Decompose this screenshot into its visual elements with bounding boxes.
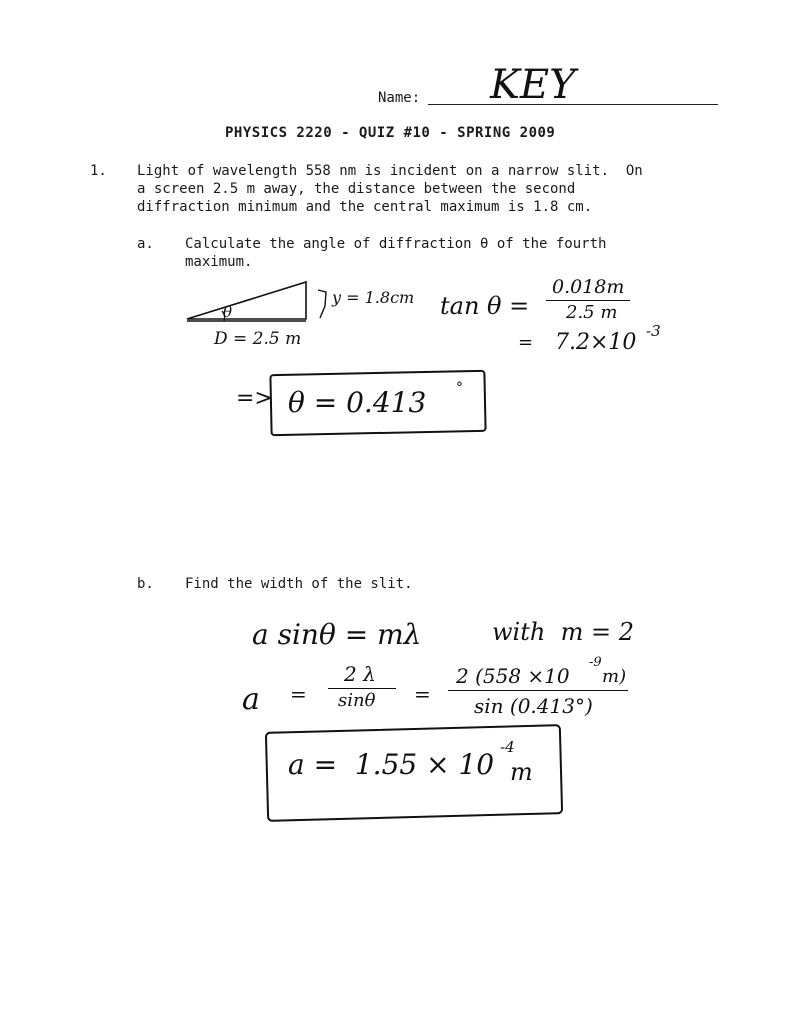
name-label: Name: (378, 90, 421, 106)
part-a-label: a. (137, 236, 154, 252)
part-b-label: b. (137, 576, 154, 592)
fraction-2-bar (448, 690, 628, 691)
equation-1-note: with m = 2 (492, 618, 634, 646)
a-lhs: a (242, 682, 260, 717)
name-value: KEY (490, 62, 576, 108)
part-a-line-1: Calculate the angle of diffraction θ of the fourth (185, 236, 607, 252)
tan-exponent: -3 (646, 322, 661, 340)
triangle-shape (187, 282, 306, 321)
answer-b-exponent: -4 (500, 738, 515, 756)
answer-b-unit: m (510, 758, 533, 786)
equals-2: = (414, 682, 431, 706)
part-b-text: Find the width of the slit. (185, 576, 413, 592)
problem-number: 1. (90, 163, 107, 179)
problem-line-1: Light of wavelength 558 nm is incident on a narrow slit. On (137, 163, 643, 179)
problem-line-2: a screen 2.5 m away, the distance between the second (137, 181, 576, 197)
tan-fraction-bar (546, 300, 630, 301)
fraction-2-numerator: 2 (558 ×10 (456, 664, 570, 688)
fraction-2-tail: m) (602, 666, 627, 687)
fraction-1-numerator: 2 λ (344, 662, 376, 686)
fraction-1-bar (328, 688, 396, 689)
tan-lhs: tan θ = (440, 292, 530, 320)
fraction-1-denominator: sinθ (338, 690, 376, 711)
tan-equals: = (518, 332, 534, 353)
implies-arrow: => (236, 386, 273, 411)
tan-numerator: 0.018m (552, 276, 625, 298)
problem-line-3: diffraction minimum and the central maximum is 1.8 cm. (137, 199, 593, 215)
d-label: D = 2.5 m (214, 329, 302, 349)
fraction-2-denominator: sin (0.413°) (474, 694, 593, 718)
tan-denominator: 2.5 m (566, 302, 618, 323)
triangle-angle-label: θ (223, 303, 233, 321)
part-a-line-2: maximum. (185, 254, 253, 270)
answer-a: θ = 0.413 (288, 386, 427, 419)
answer-a-degree: ° (456, 380, 463, 396)
equals-1: = (290, 682, 307, 706)
quiz-title: PHYSICS 2220 - QUIZ #10 - SPRING 2009 (225, 125, 556, 141)
answer-b: a = 1.55 × 10 (288, 748, 495, 781)
y-bracket (318, 290, 326, 318)
fraction-2-exponent: -9 (589, 655, 602, 670)
equation-1: a sinθ = mλ (252, 618, 422, 651)
y-label: y = 1.8cm (332, 288, 415, 307)
tan-value: 7.2×10 (555, 330, 637, 355)
